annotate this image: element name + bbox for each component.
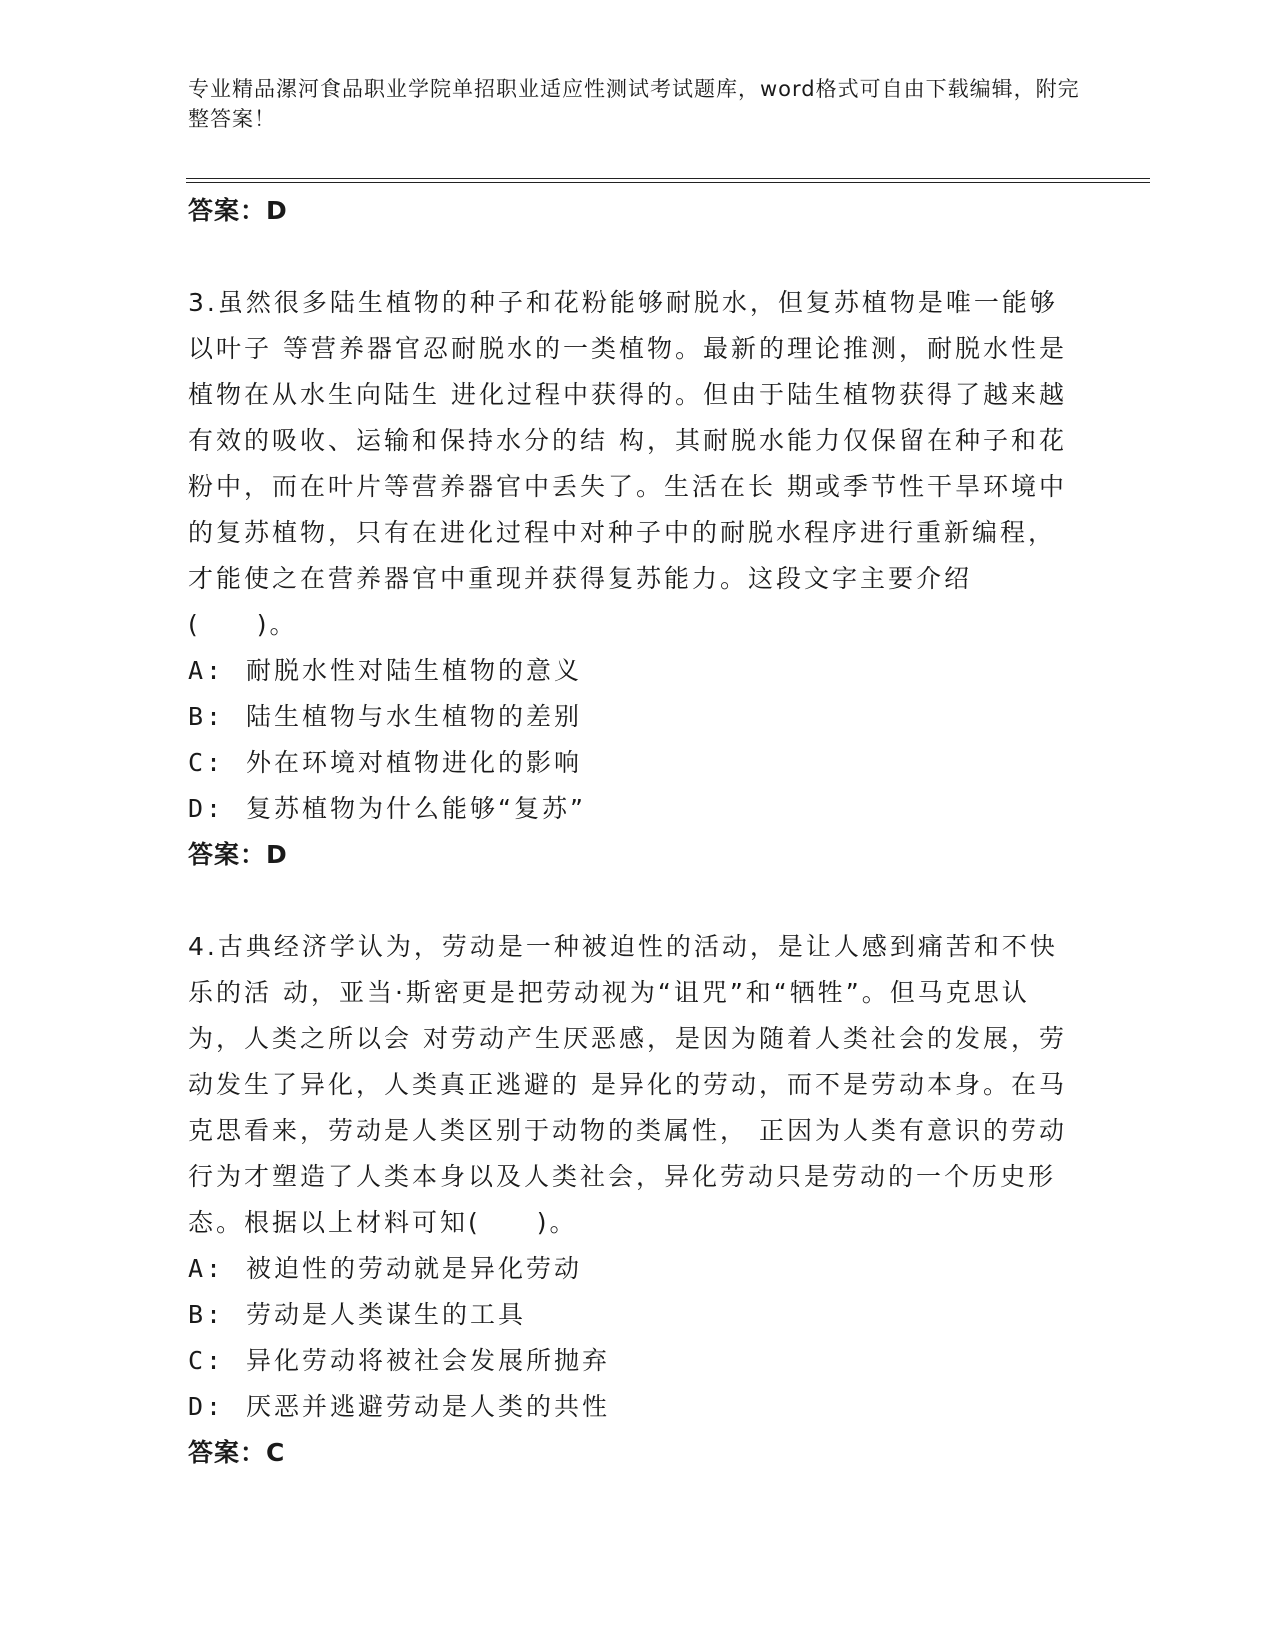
question-block — [188, 280, 1068, 878]
option-c — [188, 740, 1068, 786]
page-header: 专业精品漯河食品职业学院单招职业适应性测试考试题库，word格式可自由下载编辑，附完整答案！ — [188, 77, 1080, 131]
option-text: 耐脱水性对陆生植物的意义 — [246, 656, 583, 685]
option-d — [188, 786, 1068, 832]
option-text: 厌恶并逃避劳动是人类的共性 — [246, 1392, 611, 1421]
option-letter: D: — [188, 794, 225, 823]
option-a — [188, 648, 1068, 694]
question-stem: 4.古典经济学认为，劳动是一种被迫性的活动，是让人感到痛苦和不快乐的活 动，亚当·斯密更是把劳动视为“诅咒”和“牺牲”。但马克思认为，人类之所以会 对劳动产生厌恶感，是因为随着人类社会的发展，劳动发生了异化，人类真正逃避的 是异化的劳动，而不是劳动本身。在马克思看来，劳动是人类区别于动物的类属性， 正因为人类有意识的劳动行为才塑造了人类本身以及人类社会，异化劳动只是劳动的一个历史形态。根据以上材料可知( )。 — [188, 932, 1067, 1237]
option-text: 异化劳动将被社会发展所抛弃 — [246, 1346, 611, 1375]
option-text: 陆生植物与水生植物的差别 — [246, 702, 583, 731]
option-text: 复苏植物为什么能够“复苏” — [246, 794, 586, 823]
option-letter: C: — [188, 1346, 225, 1375]
option-letter: A: — [188, 656, 225, 685]
option-text: 被迫性的劳动就是异化劳动 — [246, 1254, 583, 1283]
question-block — [188, 924, 1068, 1476]
question-stem: 3.虽然很多陆生植物的种子和花粉能够耐脱水，但复苏植物是唯一能够以叶子 等营养器官忍耐脱水的一类植物。最新的理论推测，耐脱水性是植物在从水生向陆生 进化过程中获得的。但由于陆生植物获得了越来越有效的吸收、运输和保持水分的结 构，其耐脱水能力仅保留在种子和花粉中，而在叶片等营养器官中丢失了。生活在长 期或季节性干旱环境中的复苏植物，只有在进化过程中对种子中的耐脱水程序进行重新编程，才能使之在营养器官中重现并获得复苏能力。这段文字主要介绍( )。 — [188, 288, 1067, 639]
option-letter: D: — [188, 1392, 225, 1421]
option-letter: C: — [188, 748, 225, 777]
option-b — [188, 1292, 1068, 1338]
option-text: 外在环境对植物进化的影响 — [246, 748, 583, 777]
header-divider-bottom — [186, 182, 1150, 183]
option-letter: B: — [188, 702, 225, 731]
option-letter: B: — [188, 1300, 225, 1329]
answer-line: 答案：D — [188, 196, 288, 225]
option-b — [188, 694, 1068, 740]
answer-line: 答案：C — [188, 1438, 286, 1467]
option-d — [188, 1384, 1068, 1430]
header-divider-top — [186, 178, 1150, 179]
option-a — [188, 1246, 1068, 1292]
option-c — [188, 1338, 1068, 1384]
answer-line: 答案：D — [188, 840, 288, 869]
document-body — [188, 188, 1068, 1476]
option-letter: A: — [188, 1254, 225, 1283]
option-text: 劳动是人类谋生的工具 — [246, 1300, 527, 1329]
